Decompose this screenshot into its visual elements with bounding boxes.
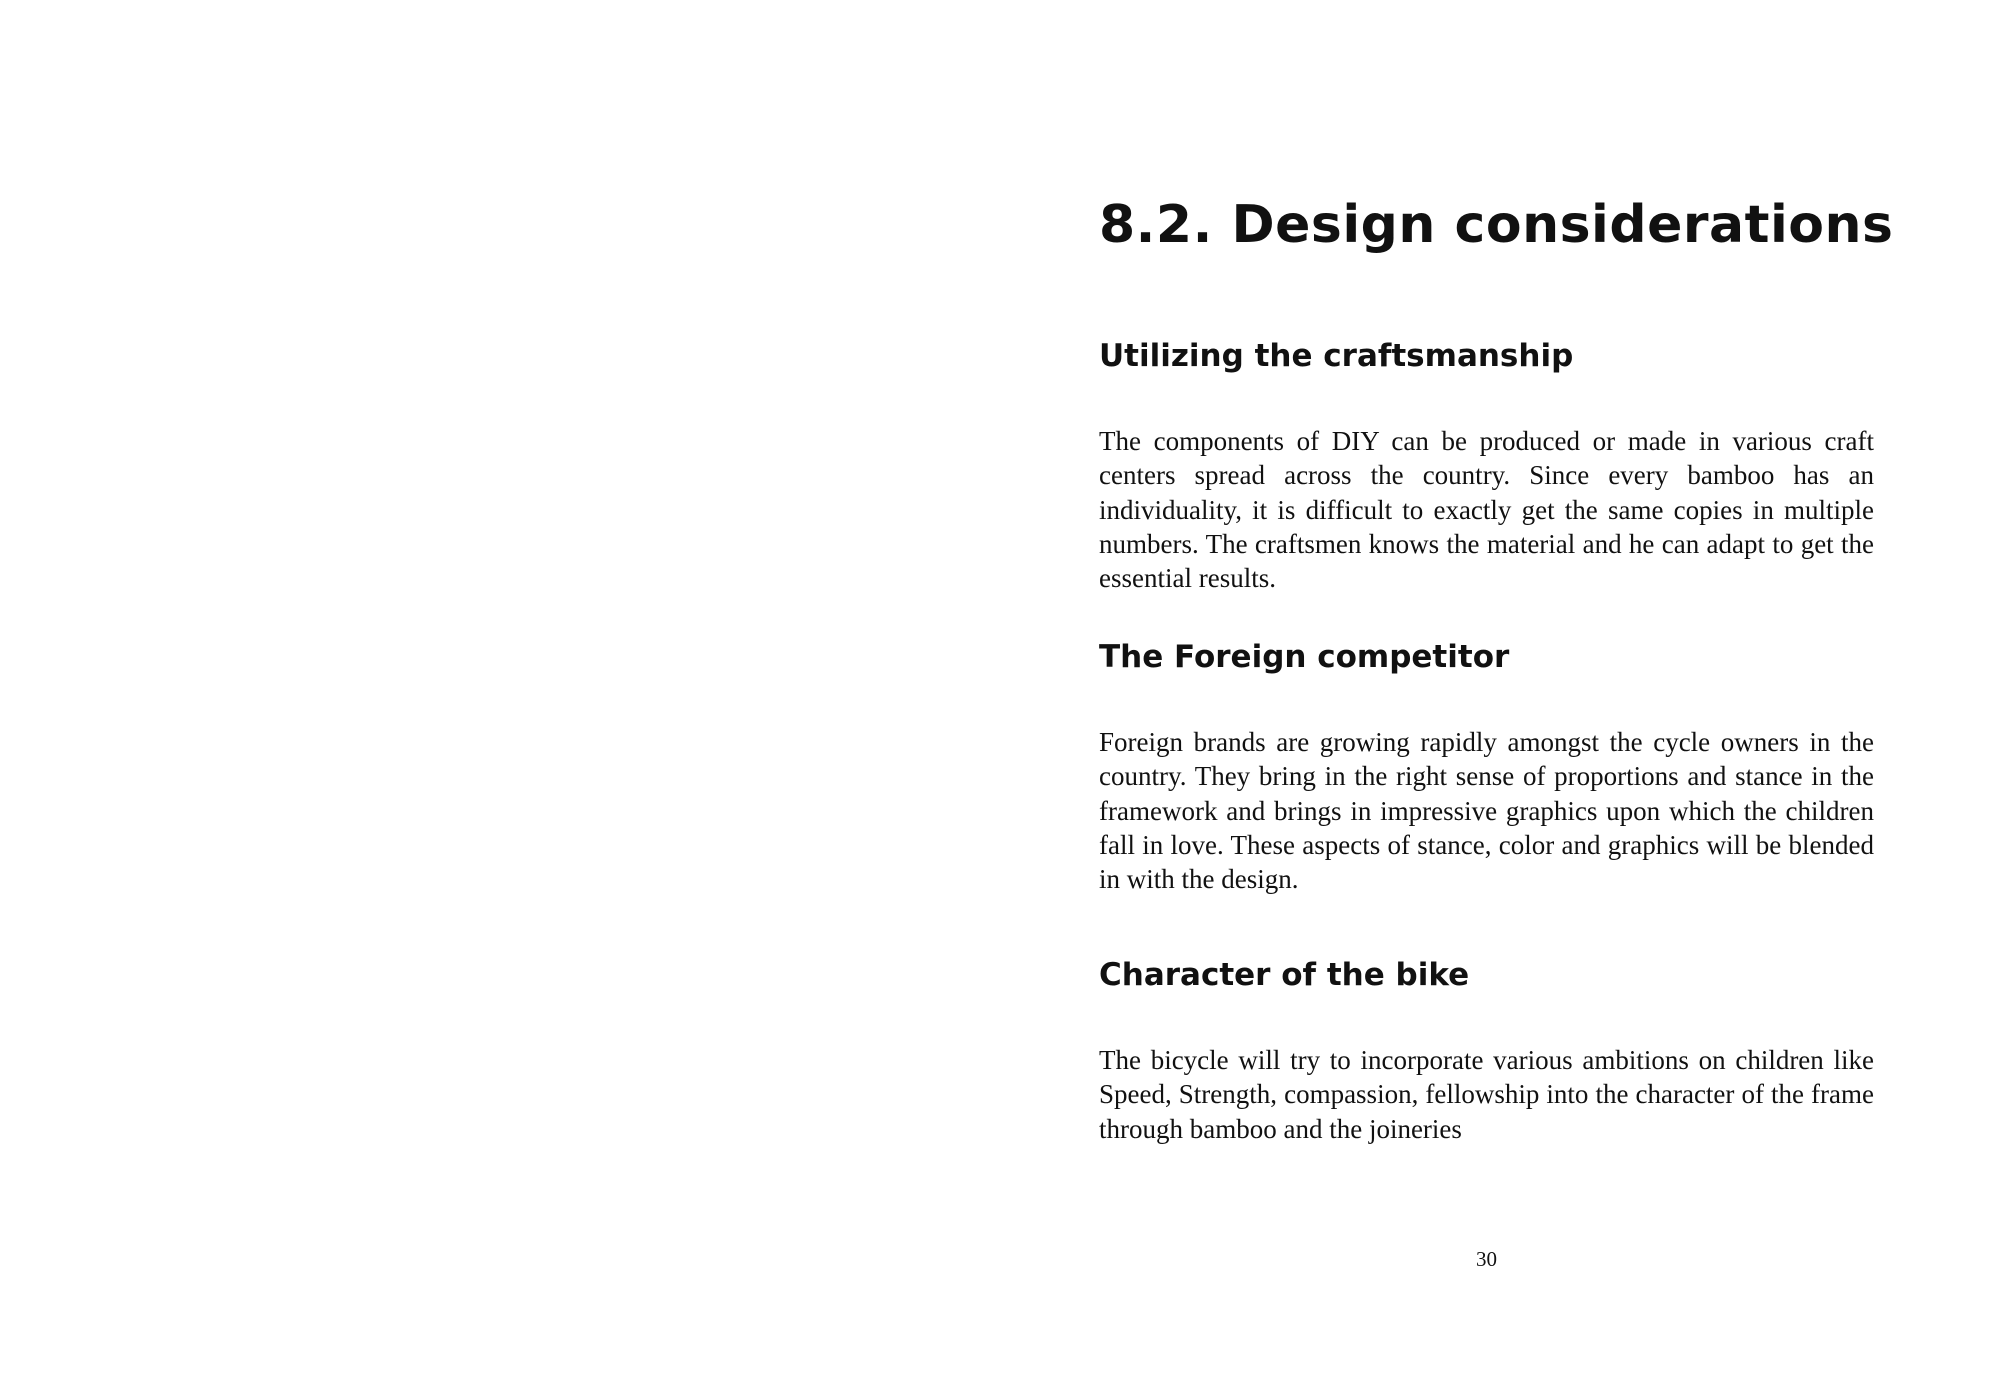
section-heading-foreign-competitor: The Foreign competitor: [1099, 639, 1510, 675]
right-page: [1000, 0, 2000, 1385]
section-heading-character: Character of the bike: [1099, 957, 1470, 993]
section-body-foreign-competitor: Foreign brands are growing rapidly amongst the cycle owners in the country. They bring in the right sense of proportions and stance in the framework and brings in impressive graphics upon which the children fall in love. These aspects of stance, color and graphics will be blended in with the design.: [1099, 727, 1874, 895]
section-body-craftsmanship: The components of DIY can be produced or made in various craft centers spread across the country. Since every bamboo has an individuality, it is difficult to exactly get the same copies in multiple numbers. The craftsmen knows the material and he can adapt to get the essential results.: [1099, 426, 1874, 594]
page-number: 30: [1476, 1247, 1497, 1271]
chapter-title: 8.2. Design considerations: [1099, 195, 1894, 255]
section-heading-craftsmanship: Utilizing the craftsmanship: [1099, 338, 1574, 374]
section-body-character: The bicycle will try to incorporate various ambitions on children like Speed, Strength, compassion, fellowship into the character of the frame through bamboo and the joineries: [1099, 1045, 1874, 1144]
